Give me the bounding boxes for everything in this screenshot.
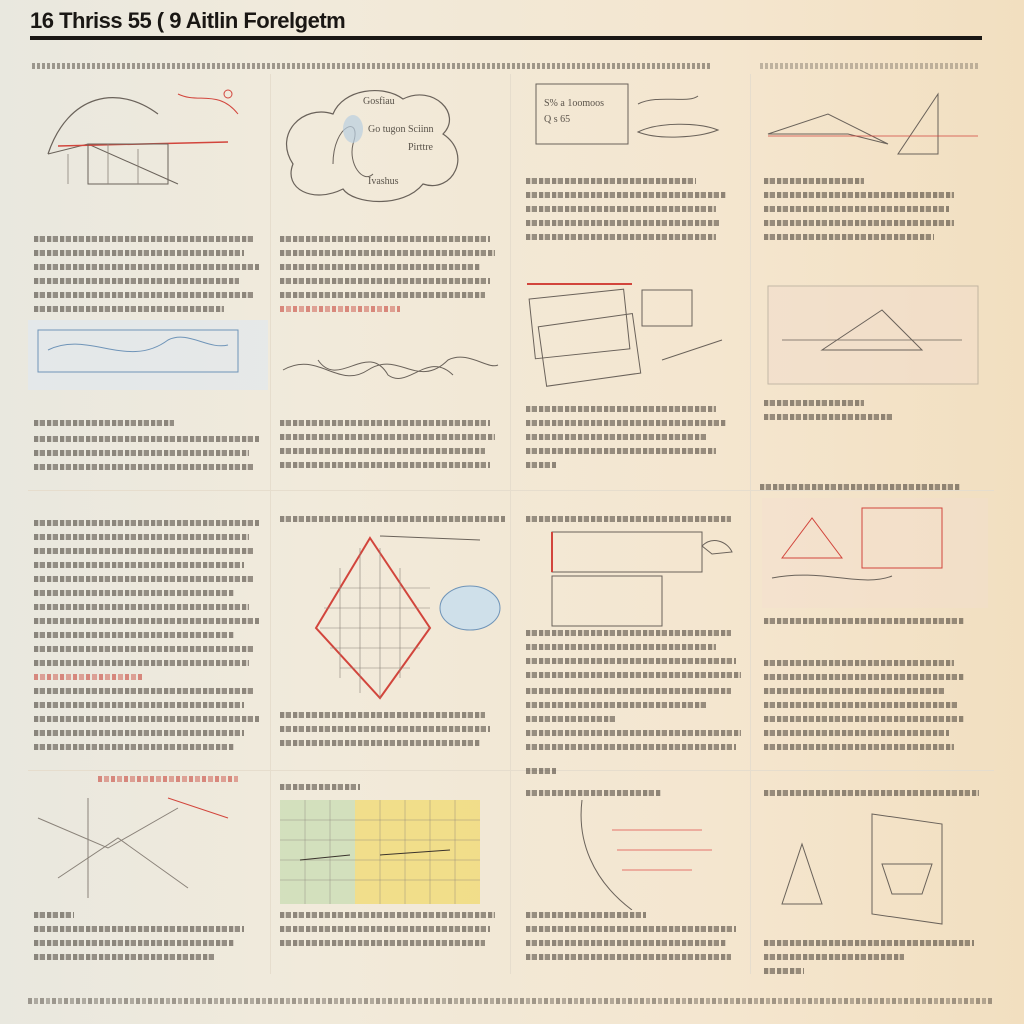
text-line (764, 702, 959, 708)
text-line (764, 618, 964, 624)
text-line (280, 784, 360, 790)
text-line (764, 206, 949, 212)
text-line-red (280, 306, 400, 312)
text-line (764, 660, 954, 666)
panel-r2c1 (28, 320, 268, 410)
text-line (526, 744, 736, 750)
panel-r3c2 (280, 528, 510, 708)
text-line (280, 264, 480, 270)
panel-r1c3 (518, 74, 748, 174)
line-web-sketch (28, 788, 268, 908)
text-line (526, 688, 731, 694)
header-text-line-right (760, 63, 980, 69)
text-line (280, 726, 490, 732)
text-line (280, 448, 485, 454)
sketch-label: S% a 1oomoos (544, 98, 604, 109)
text-line (34, 534, 249, 540)
panel-r3c4 (762, 498, 988, 608)
knot-line-sketch (278, 330, 508, 410)
grid-divider (510, 74, 511, 974)
text-line (34, 688, 254, 694)
text-line (280, 740, 480, 746)
header-text-line (32, 63, 710, 69)
grid-divider (270, 74, 271, 974)
text-line (34, 604, 249, 610)
text-line (34, 590, 234, 596)
text-line (764, 178, 864, 184)
text-line (280, 912, 495, 918)
text-line (764, 192, 954, 198)
panel-grid (28, 74, 994, 974)
text-line (34, 292, 254, 298)
text-line (34, 618, 259, 624)
text-line (34, 278, 239, 284)
text-line (34, 954, 214, 960)
text-line (526, 658, 736, 664)
text-line (34, 912, 74, 918)
cloud-diagram-sketch (273, 74, 508, 224)
text-line (34, 436, 259, 442)
page-title: 16 Thriss 55 ( 9 Aitlin Forelgetm (30, 8, 346, 33)
text-line (280, 250, 495, 256)
text-line (526, 954, 731, 960)
color-grid-sketch (280, 800, 480, 904)
text-line (34, 926, 244, 932)
text-line (764, 234, 934, 240)
text-line (526, 178, 696, 184)
text-line (764, 414, 894, 420)
text-line (526, 730, 741, 736)
text-line (280, 940, 485, 946)
red-sketch (762, 498, 988, 608)
text-line (280, 516, 505, 522)
text-line (526, 462, 556, 468)
grid-divider (28, 770, 994, 771)
panel-r4c2 (280, 800, 480, 904)
text-line (280, 292, 485, 298)
sketch-label: Pirttre (408, 142, 433, 153)
text-line (34, 264, 259, 270)
text-line (280, 236, 490, 242)
text-line (526, 912, 646, 918)
text-line (526, 192, 726, 198)
text-line (34, 236, 254, 242)
text-line (526, 434, 706, 440)
text-line (34, 420, 174, 426)
text-line (526, 768, 556, 774)
footer-text-line (28, 998, 994, 1004)
panel-r4c4 (762, 804, 988, 934)
stacked-cards-sketch (522, 280, 748, 410)
text-line (34, 730, 244, 736)
text-line (526, 940, 726, 946)
text-line (526, 220, 721, 226)
sketch-label: Gosfiau (363, 96, 395, 107)
blue-frame-sketch (28, 320, 268, 410)
text-line (526, 716, 616, 722)
text-line (526, 672, 741, 678)
text-line (764, 400, 864, 406)
text-line (764, 220, 954, 226)
panel-r4c1 (28, 788, 268, 908)
text-line (526, 702, 706, 708)
text-line (764, 744, 954, 750)
text-line (280, 434, 495, 440)
text-line (764, 790, 979, 796)
text-line (34, 632, 234, 638)
text-line (34, 464, 254, 470)
text-line (764, 730, 949, 736)
text-line (526, 448, 716, 454)
text-line (764, 716, 964, 722)
note-card-sketch (518, 74, 748, 174)
grid-divider (28, 490, 994, 491)
text-line (526, 630, 731, 636)
boxed-note-sketch (522, 526, 748, 636)
panel-r1c4 (758, 74, 994, 174)
triangle-board-sketch (762, 280, 988, 390)
sketch-label: Q s 65 (544, 114, 571, 125)
sketch-label: Ivashus (368, 176, 399, 187)
text-line (34, 702, 244, 708)
text-line (280, 420, 490, 426)
text-line (34, 744, 234, 750)
curve-diagram-sketch (28, 74, 268, 224)
text-line (764, 940, 974, 946)
panel-r2c4 (762, 280, 988, 390)
text-line (280, 712, 485, 718)
text-line (764, 674, 964, 680)
panel-r4c3 (522, 800, 748, 910)
text-line (526, 516, 731, 522)
sketch-label: Go tugon Sciinn (368, 124, 434, 135)
text-line (764, 968, 804, 974)
sailboat-sketch (758, 74, 994, 174)
text-line-red (98, 776, 238, 782)
panel-r2c3 (522, 280, 748, 410)
text-line (280, 278, 490, 284)
text-line-red (34, 674, 144, 680)
text-line (526, 234, 716, 240)
text-line (526, 406, 716, 412)
panel-r3c3 (522, 526, 748, 636)
curve-arc-sketch (522, 800, 748, 910)
text-line (526, 644, 716, 650)
text-line (34, 576, 254, 582)
text-line (34, 940, 234, 946)
cube-sketch (762, 804, 988, 934)
title-rule (30, 36, 982, 40)
text-line (34, 716, 259, 722)
text-line (526, 420, 726, 426)
text-line (34, 562, 244, 568)
panel-r2c2 (278, 330, 508, 410)
text-line (34, 520, 259, 526)
text-line (526, 790, 661, 796)
text-line (280, 926, 490, 932)
panel-r1c2 (273, 74, 508, 224)
red-diamond-sketch (280, 528, 510, 708)
text-line (34, 250, 244, 256)
text-line (526, 926, 736, 932)
panel-r1c1 (28, 74, 268, 224)
text-line (760, 484, 960, 490)
text-line (34, 660, 249, 666)
text-line (34, 306, 224, 312)
text-line (34, 450, 249, 456)
text-line (280, 462, 490, 468)
text-line (34, 548, 254, 554)
text-line (764, 688, 944, 694)
grid-divider (750, 74, 751, 974)
text-line (34, 646, 254, 652)
text-line (764, 954, 904, 960)
text-line (526, 206, 716, 212)
